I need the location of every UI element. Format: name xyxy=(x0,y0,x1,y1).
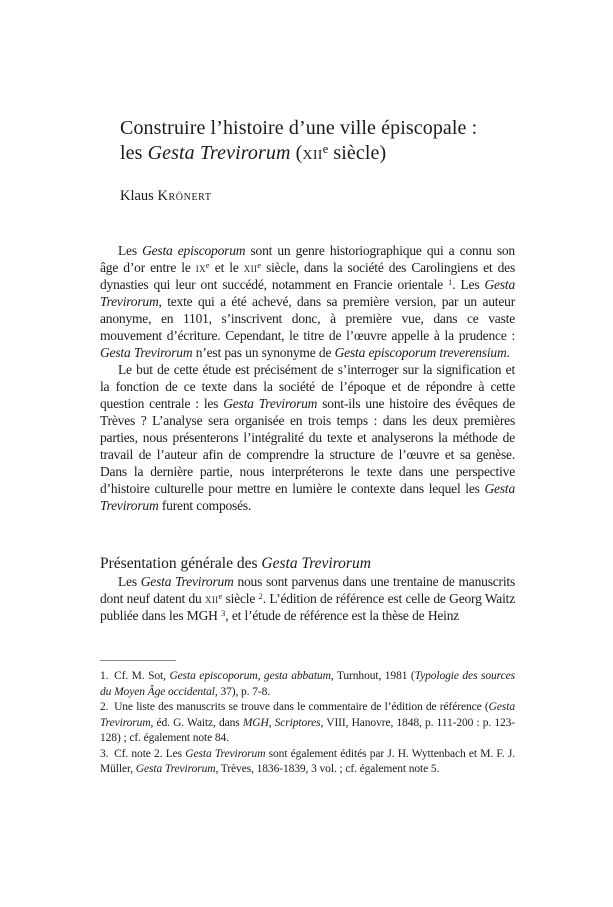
footnote-2: 2. Une liste des manuscrits se trouve dans le commentaire de l’édition de référence (Gesta Trevirorum, éd. G. Waitz, dans MGH, Scriptores, VIII, Hanovre, 1848, p. 111-200 : p. 123-128) ; cf. également note 84. xyxy=(100,701,515,744)
author-name: Klaus Krönert xyxy=(120,188,212,204)
footnote-separator xyxy=(100,660,176,661)
title-line-1: Construire l’histoire d’une ville épiscopale : xyxy=(120,117,478,139)
footnote-3: 3. Cf. note 2. Les Gesta Trevirorum sont également édités par J. H. Wyttenbach et M. F. J. Müller, Gesta Trevirorum, Trèves, 1836-1839, 3 vol. ; cf. également note 5. xyxy=(100,747,515,775)
footnotes-section xyxy=(100,660,515,778)
paragraph-3: Les Gesta Trevirorum nous sont parvenus dans une trentaine de manuscrits dont neuf datent du xii$^e$ siècle $^2$. L’édition de référence est celle de Georg Waitz publiée dans les MGH $^3$, et l’étude de référence est la thèse de Heinz xyxy=(100,574,515,623)
article-title xyxy=(120,116,515,166)
article-body xyxy=(100,242,515,624)
footnote-1: 1. Cf. M. Sot, Gesta episcoporum, gesta abbatum, Turnhout, 1981 (Typologie des sources du Moyen Âge occidental, 37), p. 7-8. xyxy=(100,670,515,698)
paragraph-2: Le but de cette étude est précisément de s’interroger sur la signification et la fonction de ce texte dans la société de l’époque et de répondre à cette question centrale : les Gesta Trevirorum sont-ils une histoire des évêques de Trèves ? L’analyse sera organisée en trois temps : dans les deux premières parties, nous présenterons l’intégralité du texte et analyserons la méthode de travail de l’auteur afin de comprendre la structure de l’œuvre et sa genèse. Dans la dernière partie, nous interpréterons le texte dans une perspective d’histoire culturelle pour mettre en lumière le contexte dans lequel les Gesta Trevirorum furent composés. xyxy=(100,362,515,513)
title-line-2: les Gesta Trevirorum (xii$^e$ siècle) xyxy=(120,142,387,164)
article-content xyxy=(100,116,515,778)
section-heading: Présentation générale des Gesta Trevirorum xyxy=(100,555,371,572)
paragraph-1: Les Gesta episcoporum sont un genre historiographique qui a connu son âge d’or entre le $ix^e$ et le xii$^e$ siècle, dans la société des Carolingiens et des dynasties qui leur ont succédé, notamment en Francie orientale $^1$. Les Gesta Trevirorum, texte qui a été achevé, dans sa première version, par un auteur anonyme, en 1101, s’inscrivent donc, à première vue, dans ce vaste mouvement d’écriture. Cependant, le titre de l’œuvre appelle à la prudence : Gesta Trevirorum n’est pas un synonyme de Gesta episcoporum treverensium. xyxy=(100,243,515,360)
